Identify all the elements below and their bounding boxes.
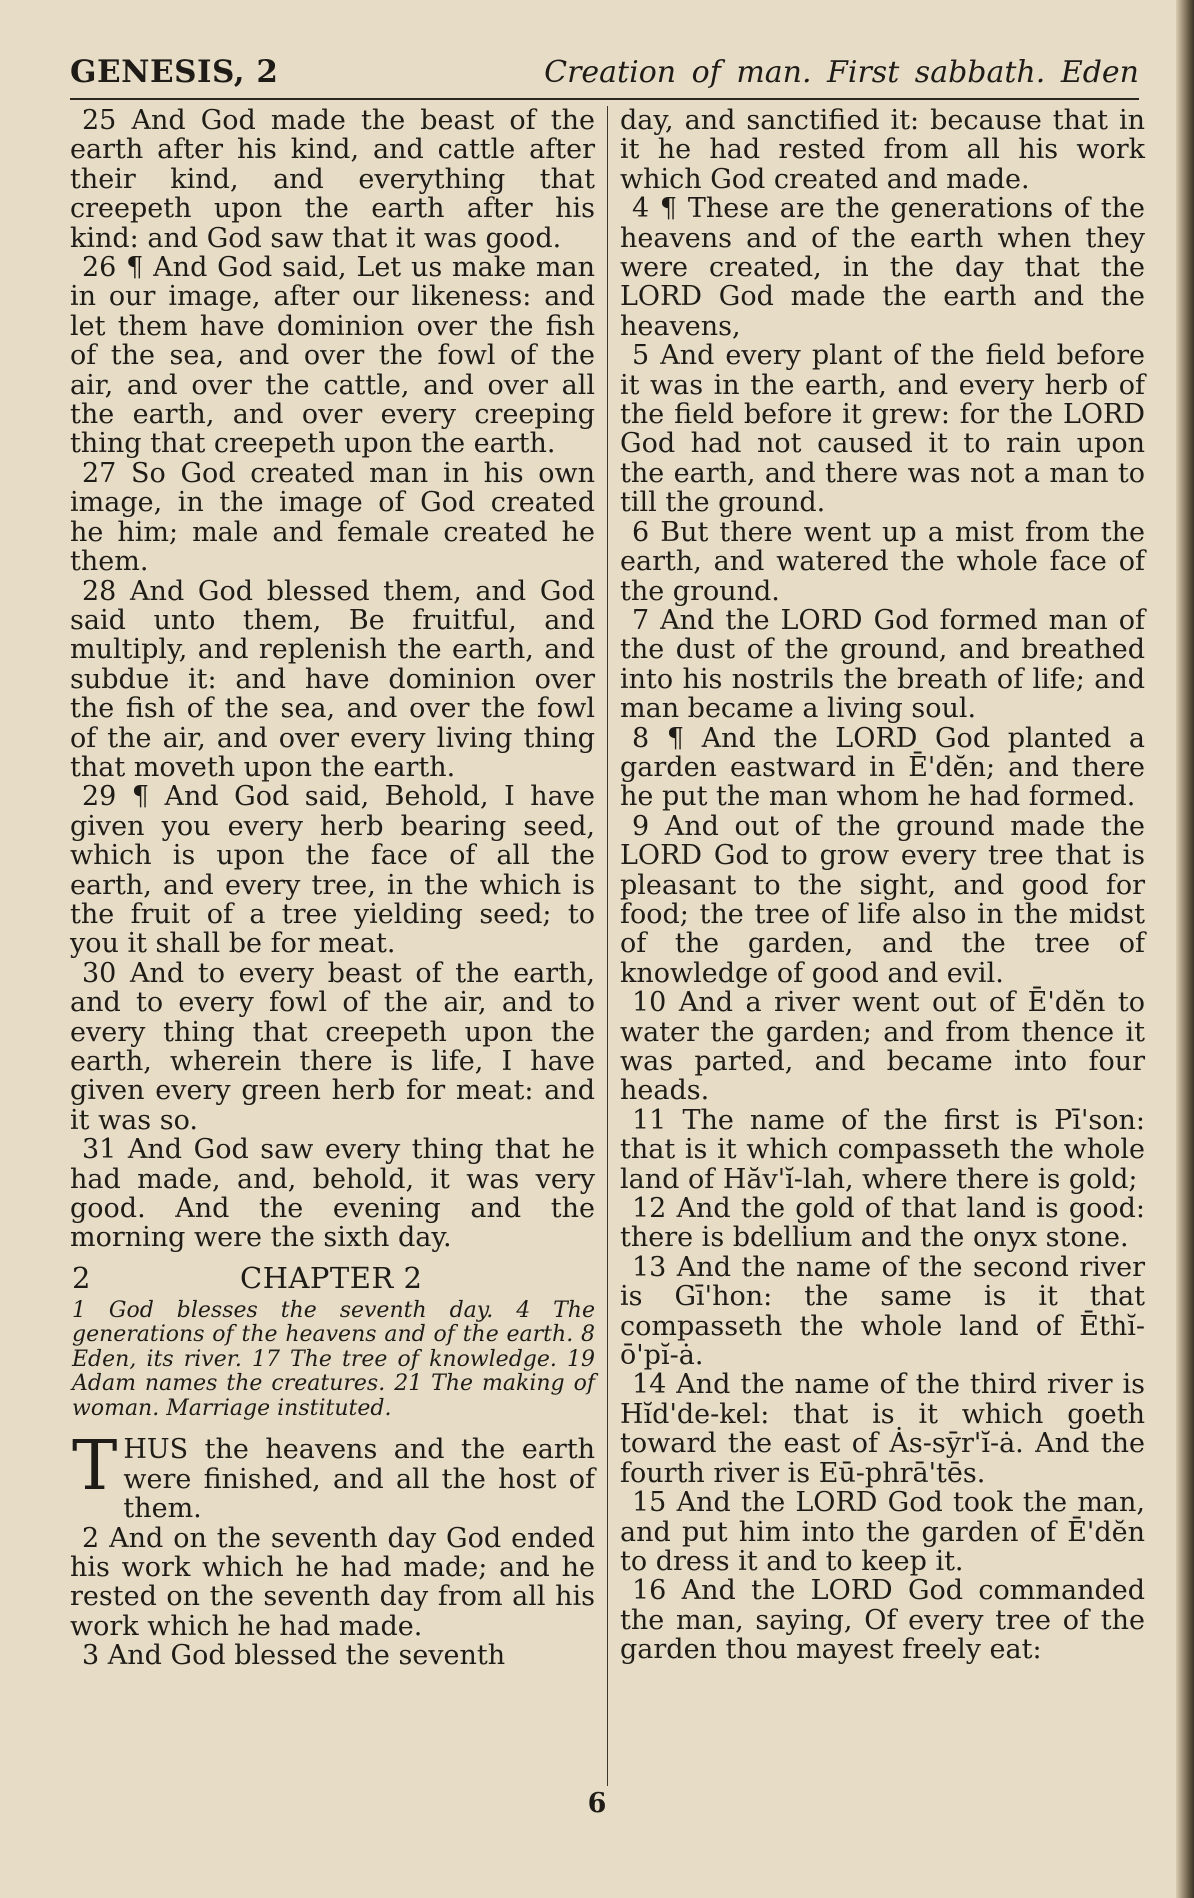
- verse: 14 And the name of the third river is Hĭd'de-kel: that is it which goeth toward the east of Ȧs-sȳr'ĭ-ȧ. And the fourth river is Eū-phrā'tēs.: [620, 1369, 1145, 1489]
- verse-first-text: HUS the heavens and the earth were finished, and all the host of them.: [123, 1434, 595, 1525]
- page-number: 6: [587, 1788, 607, 1819]
- column-divider: [607, 106, 608, 1786]
- verse: 29 ¶ And God said, Behold, I have given you every herb bearing seed, which is upon the face of all the earth, and every tree, in the which is the fruit of a tree yielding seed; to you it shall be for meat.: [70, 781, 595, 960]
- book-spine-shadow: [1176, 0, 1194, 1898]
- verse: 13 And the name of the second river is Gī'hon: the same is it that compasseth the whole land of Ēthĭ-ō'pĭ-ȧ.: [620, 1251, 1145, 1372]
- verse: 27 So God created man in his own image, in the image of God created he him; male and female created he them.: [70, 457, 595, 578]
- chapter-heading: [70, 1259, 595, 1297]
- verse: 26 ¶ And God said, Let us make man in our image, after our likeness: and let them have dominion over the fish of the sea, and over the fowl of the air, and over the cattle, and over all the earth, and over every creeping thing that creepeth upon the earth.: [70, 252, 595, 460]
- left-column: [70, 106, 595, 1671]
- verse: 7 And the LORD God formed man of the dust of the ground, and breathed into his nostrils the breath of life; and man became a living soul.: [620, 604, 1145, 725]
- chapter-summary: 1 God blesses the seventh day. 4 The generations of the heavens and of the earth. 8 Eden, its river. 17 The tree of knowledge. 19 Adam names the creatures. 21 The making of woman. Marriage instituted.: [72, 1297, 595, 1421]
- verse: 5 And every plant of the field before it was in the earth, and every herb of the field before it grew: for the LORD God had not caused it to rain upon the earth, and there was not a man to till the ground.: [620, 340, 1145, 519]
- verse: 9 And out of the ground made the LORD God to grow every tree that is pleasant to the sight, and good for food; the tree of life also in the midst of the garden, and the tree of knowledge of good and evil.: [620, 810, 1145, 989]
- drop-cap: T: [72, 1427, 118, 1507]
- running-header: [70, 44, 1139, 100]
- chapter-title: CHAPTER 2: [240, 1260, 423, 1295]
- verse: 4 ¶ These are the generations of the heavens and of the earth when they were created, in the day that the LORD God made the earth and the heavens,: [620, 193, 1145, 342]
- verse: 6 But there went up a mist from the earth, and watered the whole face of the ground.: [620, 516, 1145, 607]
- verse: 28 And God blessed them, and God said unto them, Be fruitful, and multiply, and replenish the earth, and subdue it: and have dominion over the fish of the sea, and over the fowl of the air, and over every living thing that moveth upon the earth.: [70, 575, 595, 783]
- verse: 2 And on the seventh day God ended his work which he had made; and he rested on the seventh day from all his work which he had made.: [70, 1522, 595, 1642]
- verse: 10 And a river went out of Ē'dĕn to water the garden; and from thence it was parted, and became into four heads.: [620, 987, 1145, 1107]
- verse: 25 And God made the beast of the earth after his kind, and cattle after their kind, and everything that creepeth upon the earth after his kind: and God saw that it was good.: [70, 105, 595, 254]
- verse: 15 And the LORD God took the man, and put him into the garden of Ē'dĕn to dress it and to keep it.: [620, 1487, 1145, 1577]
- verse-first: [70, 1427, 595, 1525]
- right-column: [620, 106, 1145, 1665]
- verse: 30 And to every beast of the earth, and to every fowl of the air, and to every thing that creepeth upon the earth, wherein there is life, I have given every green herb for meat: and it was so.: [70, 957, 595, 1136]
- page-topic-heading: Creation of man. First sabbath. Eden: [544, 55, 1139, 90]
- verse: 8 ¶ And the LORD God planted a garden eastward in Ē'dĕn; and there he put the man whom he had formed.: [620, 722, 1145, 813]
- verse: 3 And God blessed the seventh: [82, 1640, 506, 1672]
- verse: 16 And the LORD God commanded the man, saying, Of every tree of the garden thou mayest freely eat:: [620, 1575, 1145, 1666]
- verse-continued: day, and sanctified it: because that in it he had rested from all his work which God created and made.: [620, 105, 1145, 195]
- book-chapter-heading: GENESIS, 2: [70, 54, 279, 90]
- verse: 12 And the gold of that land is good: there is bdellium and the onyx stone.: [620, 1193, 1145, 1254]
- chapter-number: 2: [72, 1260, 91, 1295]
- verse: 31 And God saw every thing that he had made, and, behold, it was very good. And the evening and the morning were the sixth day.: [70, 1134, 595, 1254]
- verse: 11 The name of the first is Pī'son: that is it which compasseth the whole land of Hăv'ĭ-lah, where there is gold;: [620, 1104, 1145, 1195]
